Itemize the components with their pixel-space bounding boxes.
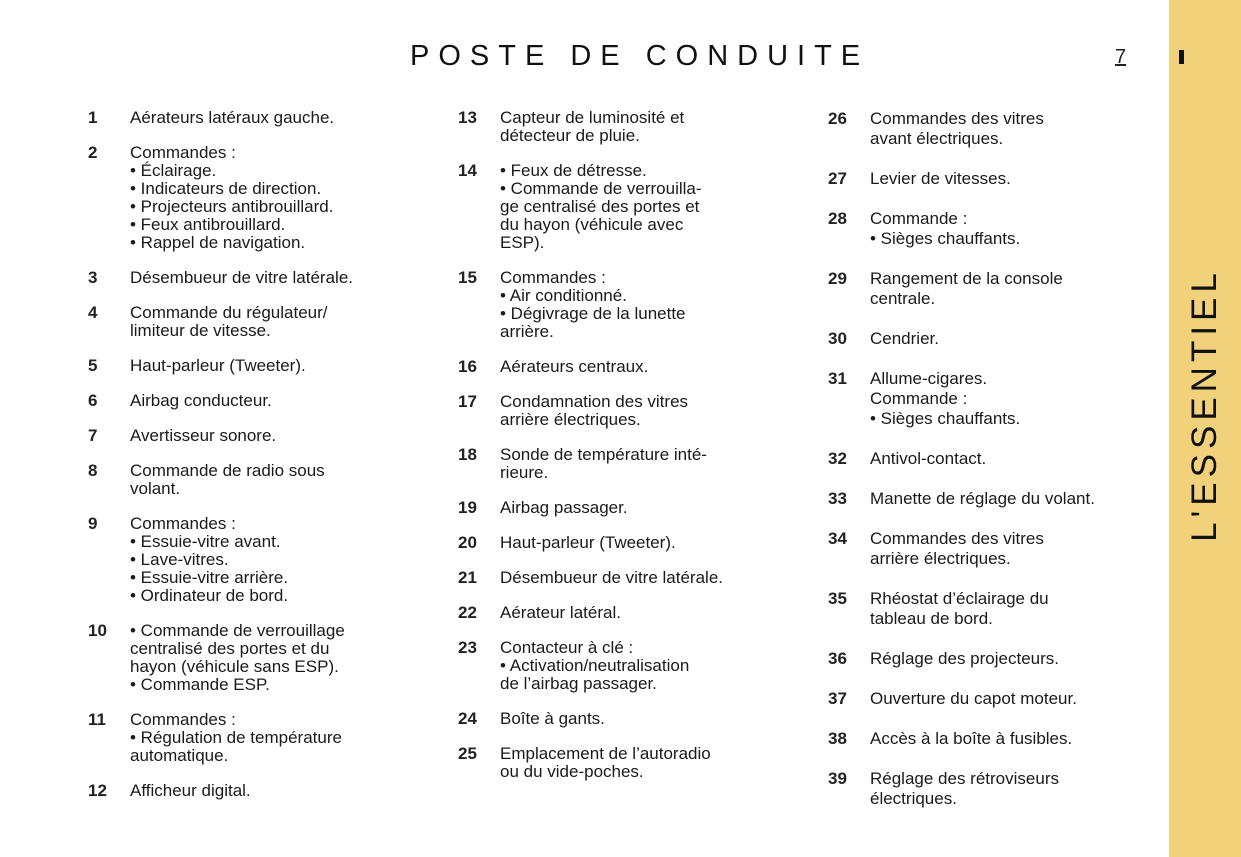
legend-item-number: 39	[828, 769, 847, 788]
legend-item-line: rieure.	[500, 463, 549, 482]
legend-item-number: 11	[88, 710, 106, 729]
legend-item	[828, 649, 1158, 669]
legend-item-number: 38	[828, 729, 847, 748]
legend-item-text	[130, 109, 423, 127]
legend-item	[828, 529, 1158, 569]
legend-item-line: Rangement de la console	[870, 269, 1063, 288]
legend-item-line: Commandes :	[500, 268, 606, 287]
legend-item-text	[870, 729, 1158, 749]
legend-item	[828, 449, 1158, 469]
legend-item-text	[130, 304, 423, 340]
legend-item-line: ou du vide-poches.	[500, 762, 644, 781]
legend-item-text	[500, 393, 788, 429]
legend-item	[458, 446, 788, 482]
legend-item-line: • Air conditionné.	[500, 286, 627, 305]
legend-item-line: du hayon (véhicule avec	[500, 215, 684, 234]
legend-item-text	[130, 392, 423, 410]
legend-item-line: • Commande ESP.	[130, 675, 270, 694]
legend-item-line: Contacteur à clé :	[500, 638, 634, 657]
legend-item-line: • Essuie-vitre avant.	[130, 532, 281, 551]
legend-item	[828, 489, 1158, 509]
legend-item	[828, 369, 1158, 429]
legend-item-number: 15	[458, 268, 477, 287]
legend-item-line: Allume-cigares.	[870, 369, 988, 388]
legend-item-number: 32	[828, 449, 847, 468]
legend-item	[458, 745, 788, 781]
legend-item-number: 21	[458, 568, 477, 587]
legend-item-number: 9	[88, 514, 98, 533]
legend-item-line: Commande :	[870, 389, 968, 408]
legend-item-number: 2	[88, 143, 98, 162]
legend-item-line: Avertisseur sonore.	[130, 426, 277, 445]
legend-item-line: Commandes :	[130, 514, 236, 533]
legend-item-line: Haut-parleur (Tweeter).	[500, 533, 676, 552]
legend-item	[828, 329, 1158, 349]
legend-item-line: limiteur de vitesse.	[130, 321, 271, 340]
legend-item	[828, 269, 1158, 309]
legend-item-line: détecteur de pluie.	[500, 126, 640, 145]
legend-item-line: Commande :	[870, 209, 968, 228]
legend-item-number: 14	[458, 161, 477, 180]
legend-item-text	[870, 369, 1158, 429]
legend-item-line: Antivol-contact.	[870, 449, 987, 468]
legend-item-line: centrale.	[870, 289, 936, 308]
legend-item-line: avant électriques.	[870, 129, 1004, 148]
legend-item	[458, 710, 788, 728]
legend-item-text	[130, 711, 423, 765]
legend-item	[88, 427, 423, 445]
legend-item	[828, 169, 1158, 189]
legend-item-line: Aérateurs latéraux gauche.	[130, 108, 335, 127]
legend-item-line: Airbag conducteur.	[130, 391, 272, 410]
legend-item	[828, 209, 1158, 249]
legend-item	[458, 499, 788, 517]
legend-item-line: • Commande de verrouillage	[130, 621, 345, 640]
legend-item-line: Commande de radio sous	[130, 461, 325, 480]
legend-item-number: 27	[828, 169, 847, 188]
legend-item-number: 10	[88, 621, 107, 640]
legend-item-line: Manette de réglage du volant.	[870, 489, 1095, 508]
legend-item-number: 30	[828, 329, 847, 348]
legend-item-number: 24	[458, 709, 477, 728]
legend-item-text	[870, 769, 1158, 809]
legend-item-line: • Sièges chauffants.	[870, 409, 1021, 428]
legend-item-line: • Dégivrage de la lunette	[500, 304, 686, 323]
legend-item-line: • Indicateurs de direction.	[130, 179, 322, 198]
legend-item-line: • Feux de détresse.	[500, 161, 647, 180]
legend-item-line: de l’airbag passager.	[500, 674, 657, 693]
legend-item-text	[500, 710, 788, 728]
legend-item-line: Aérateurs centraux.	[500, 357, 649, 376]
legend-item	[88, 392, 423, 410]
legend-item-text	[870, 169, 1158, 189]
legend-item-line: ESP).	[500, 233, 545, 252]
legend-item-line: Emplacement de l’autoradio	[500, 744, 711, 763]
legend-item-line: • Régulation de température	[130, 728, 342, 747]
legend-item-number: 22	[458, 603, 477, 622]
legend-item	[88, 622, 423, 694]
legend-item-number: 13	[458, 108, 477, 127]
legend-item-text	[130, 427, 423, 445]
legend-item-line: volant.	[130, 479, 181, 498]
legend-item-text	[500, 162, 788, 252]
legend-item-line: ge centralisé des portes et	[500, 197, 700, 216]
legend-item-line: automatique.	[130, 746, 229, 765]
legend-item-number: 25	[458, 744, 477, 763]
legend-item-line: Commandes :	[130, 710, 236, 729]
legend-item-line: hayon (véhicule sans ESP).	[130, 657, 339, 676]
legend-item-number: 19	[458, 498, 477, 517]
legend-item-text	[870, 449, 1158, 469]
legend-item	[88, 711, 423, 765]
legend-item-line: • Éclairage.	[130, 161, 217, 180]
legend-item-line: Commandes :	[130, 143, 236, 162]
legend-item-number: 7	[88, 426, 98, 445]
legend-item-number: 28	[828, 209, 847, 228]
legend-item-text	[130, 622, 423, 694]
legend-item-text	[130, 782, 423, 800]
legend-item-number: 18	[458, 445, 477, 464]
legend-item-line: Désembueur de vitre latérale.	[500, 568, 724, 587]
legend-item-text	[500, 534, 788, 552]
legend-item-line: Désembueur de vitre latérale.	[130, 268, 354, 287]
legend-item-line: Accès à la boîte à fusibles.	[870, 729, 1073, 748]
legend-item-line: • Sièges chauffants.	[870, 229, 1021, 248]
legend-item-line: • Activation/neutralisation	[500, 656, 690, 675]
legend-item	[828, 769, 1158, 809]
legend-item-text	[130, 269, 423, 287]
legend-item-text	[500, 109, 788, 145]
legend-item-text	[870, 489, 1158, 509]
section-sidebar	[1169, 0, 1241, 857]
legend-item-line: centralisé des portes et du	[130, 639, 330, 658]
legend-item-number: 3	[88, 268, 98, 287]
legend-item	[458, 269, 788, 341]
legend-item-text	[130, 357, 423, 375]
legend-item-line: Commandes des vitres	[870, 109, 1044, 128]
legend-item-number: 4	[88, 303, 98, 322]
legend-item-number: 5	[88, 356, 98, 375]
legend-item-line: arrière électriques.	[500, 410, 641, 429]
legend-item	[828, 589, 1158, 629]
legend-item-text	[500, 446, 788, 482]
legend-item-line: Boîte à gants.	[500, 709, 605, 728]
legend-item-line: Sonde de température inté-	[500, 445, 707, 464]
legend-item-line: Ouverture du capot moteur.	[870, 689, 1077, 708]
legend-item-number: 8	[88, 461, 98, 480]
legend-item	[828, 689, 1158, 709]
legend-item-number: 16	[458, 357, 477, 376]
legend-item	[458, 358, 788, 376]
legend-item-line: Airbag passager.	[500, 498, 628, 517]
legend-item-line: Rhéostat d’éclairage du	[870, 589, 1049, 608]
legend-item	[458, 604, 788, 622]
legend-item	[458, 393, 788, 429]
legend-item	[88, 357, 423, 375]
legend-item-line: Levier de vitesses.	[870, 169, 1011, 188]
legend-item	[88, 304, 423, 340]
legend-item	[458, 534, 788, 552]
legend-item-text	[500, 358, 788, 376]
legend-item-line: • Commande de verrouilla-	[500, 179, 702, 198]
legend-item-text	[870, 689, 1158, 709]
legend-item-text	[500, 499, 788, 517]
legend-column-3	[828, 109, 1158, 829]
legend-item-line: • Lave-vitres.	[130, 550, 229, 569]
legend-item-text	[500, 269, 788, 341]
legend-item-text	[500, 604, 788, 622]
legend-item-number: 20	[458, 533, 477, 552]
legend-item-line: Condamnation des vitres	[500, 392, 689, 411]
legend-item	[458, 162, 788, 252]
legend-item	[88, 109, 423, 127]
legend-item-text	[870, 649, 1158, 669]
legend-item-number: 35	[828, 589, 847, 608]
legend-item-line: • Feux antibrouillard.	[130, 215, 286, 234]
legend-item-text	[870, 269, 1158, 309]
legend-item-number: 1	[88, 108, 98, 127]
legend-item	[88, 269, 423, 287]
legend-item-number: 29	[828, 269, 847, 288]
legend-item-text	[870, 329, 1158, 349]
legend-item-line: Commandes des vitres	[870, 529, 1044, 548]
page-title: POSTE DE CONDUITE	[410, 40, 870, 72]
legend-item-text	[500, 639, 788, 693]
legend-item	[828, 729, 1158, 749]
legend-item-line: arrière.	[500, 322, 554, 341]
legend-item-line: tableau de bord.	[870, 609, 993, 628]
legend-item-line: • Rappel de navigation.	[130, 233, 306, 252]
legend-item-text	[500, 745, 788, 781]
legend-item-line: électriques.	[870, 789, 957, 808]
legend-item-text	[500, 569, 788, 587]
legend-item-text	[870, 209, 1158, 249]
legend-item-line: Cendrier.	[870, 329, 939, 348]
legend-item-line: Commande du régulateur/	[130, 303, 328, 322]
legend-item-line: • Projecteurs antibrouillard.	[130, 197, 334, 216]
legend-item	[88, 782, 423, 800]
legend-item-line: Réglage des rétroviseurs	[870, 769, 1059, 788]
legend-item-line: arrière électriques.	[870, 549, 1011, 568]
legend-item-line: Afficheur digital.	[130, 781, 251, 800]
legend-item-number: 12	[88, 781, 107, 800]
section-label: L'ESSENTIEL	[1185, 268, 1224, 542]
legend-item-text	[130, 515, 423, 605]
legend-column-2	[458, 109, 788, 798]
legend-item	[88, 144, 423, 252]
legend-item-line: Haut-parleur (Tweeter).	[130, 356, 306, 375]
legend-item-number: 17	[458, 392, 477, 411]
legend-item	[828, 109, 1158, 149]
legend-item-number: 34	[828, 529, 847, 548]
legend-item-text	[870, 109, 1158, 149]
legend-item-number: 33	[828, 489, 847, 508]
legend-item-line: • Ordinateur de bord.	[130, 586, 289, 605]
legend-item-text	[870, 529, 1158, 569]
legend-column-1	[88, 109, 423, 817]
legend-item	[458, 639, 788, 693]
tab-marker	[1179, 50, 1184, 64]
legend-item-number: 26	[828, 109, 847, 128]
legend-item-text	[130, 462, 423, 498]
legend-item-number: 36	[828, 649, 847, 668]
page-number: 7	[1115, 46, 1127, 68]
legend-item-line: Capteur de luminosité et	[500, 108, 685, 127]
legend-item-line: Aérateur latéral.	[500, 603, 621, 622]
legend-item-number: 37	[828, 689, 847, 708]
legend-item	[88, 462, 423, 498]
legend-item-number: 31	[828, 369, 847, 388]
legend-item-text	[130, 144, 423, 252]
legend-item-number: 23	[458, 638, 477, 657]
legend-item-line: Réglage des projecteurs.	[870, 649, 1060, 668]
legend-item-text	[870, 589, 1158, 629]
legend-item	[458, 569, 788, 587]
legend-item-line: • Essuie-vitre arrière.	[130, 568, 289, 587]
legend-item	[458, 109, 788, 145]
legend-item-number: 6	[88, 391, 98, 410]
legend-item	[88, 515, 423, 605]
